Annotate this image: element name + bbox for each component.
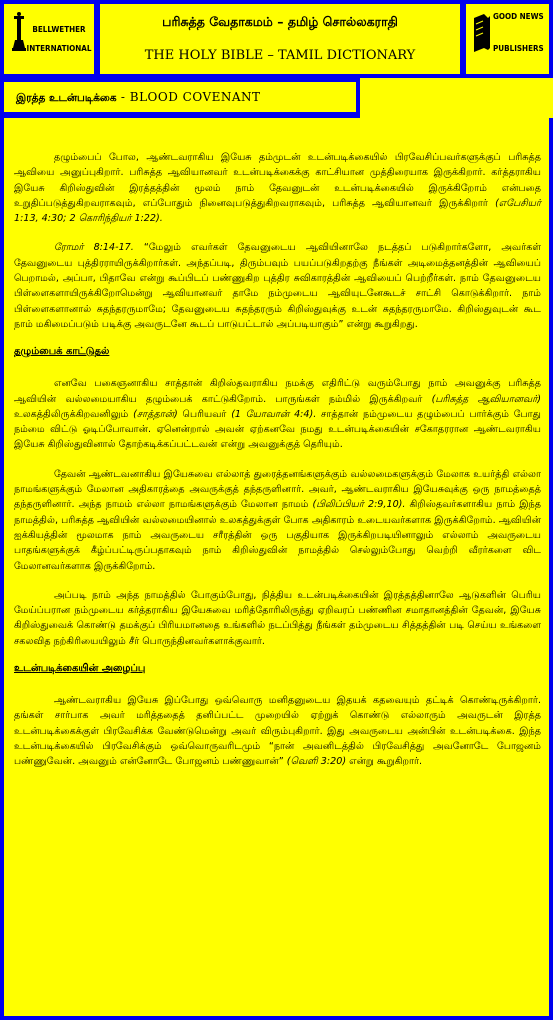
p4-reference: (பிலிப்பியர் 2:9,10).	[312, 499, 406, 511]
header-bar	[0, 0, 553, 78]
good-news-logo-text	[493, 12, 547, 54]
heading-showing-scar: தழும்பைக் காட்டுதல்	[14, 346, 110, 358]
p3-text-d: சாத்தான் நம்முடைய தழும்பைப் பார்க்கும் போது நம்மை விட்டு ஓடிப்போவான். ஏனென்றால் அவன் ஏற்கனவே நமது உடன்படிக்கையின் சகோதரரான ஆண்டவராகிய இயேசு கிறிஸ்துவினால் தோற்கடிக்கப்பட்டவன் என்று அவனுக்குத் தெரியும்.	[14, 408, 542, 451]
paragraph-6	[14, 693, 541, 769]
title-tamil: பரிசுத்த வேதாகமம் – தமிழ் சொல்லகராதி	[162, 14, 398, 29]
p3-text-c: பெரியவர்	[177, 408, 232, 420]
p3-text-a: எனவே பகைஞனாகிய சாத்தான் கிறிஸ்தவராகிய நமக்கு எதிரிட்டு வரும்போது நாம் அவனுக்கு பரிசுத்த ஆவியின் வல்லமையாகிய தழும்பைக் காட்டுகிறோம். பாருங்கள் நம்மில் இருக்கிறவர்	[14, 378, 541, 405]
subheader-tamil: இரத்த உடன்படிக்கை	[16, 92, 117, 104]
p6-text-a: ஆண்டவராகிய இயேசு இப்போது ஒவ்வொரு மனிதனுடைய இதயக் கதவையும் தட்டிக் கொண்டிருக்கிறார். தங்கள் சார்பாக அவர் மரித்ததைத் தனிப்பட்ட முறையில் ஏற்றுக் கொண்டு எல்லாரும் அவருடன் இரத்த உடன்படிக்கைக்குள் பிரவேசிக்க வேண்டுமென்று அவர் விரும்புகிறார். இது அவருடைய அன்பின் உடன்படிக்கை. இந்த உடன்படிக்கையில் பிரவேசிக்கும் ஒவ்வொருவரிடமும் “நான் அவனிடத்தில் பிரவேசித்து அவனோடே போஜனம் பண்ணுவேன். அவனும் என்னோடே போஜனம் பண்ணுவான்”	[14, 695, 541, 768]
p3-reference-2: (சாத்தான்)	[133, 408, 178, 420]
paragraph-1	[14, 150, 541, 226]
p4-text-b: கிறிஸ்தவர்களாகிய நாம் இந்த நாமத்தில், பரிசுத்த ஆவியின் வல்லமையினால் உலகத்துக்குள் போக அதிகாரம் உடையவர்களாக இருக்கிறோம். ஆவியின் ஐக்கியத்தின் மூலமாக நாம் அவருடைய சரீரத்தின் ஒரு பகுதியாக இருக்கிறபடியினாலும் எல்லாம் அவருடைய பாதங்களுக்குக் கீழ்ப்பட்டிருப்பதாகவும் நாம் கிறிஸ்துவின் நாமத்தில் செல்லும்போது வெற்றி வீரர்களை விட மேலானவர்களாக இருக்கிறோம்.	[14, 499, 541, 572]
good-news-logo-panel	[466, 4, 549, 74]
p2-text: “மேலும் எவர்கள் தேவனுடைய ஆவியினாலே நடத்தப் படுகிறார்களோ, அவர்கள் தேவனுடைய புத்திரராயிருக்கிறார்கள். அந்தப்படி, திரும்பவும் பயப்படுகிறதற்கு நீங்கள் அடிமைத்தனத்தின் ஆவியைப் பெறாமல், அப்பா, பிதாவே என்று கூப்பிடப் பண்ணுகிற புத்திர சுவிகாரத்தின் ஆவியைப் பெற்றீர்கள். நாம் தேவனுடைய பிள்ளைகளாயிருக்கிறோமென்று ஆவியானவர் தாமே நம்முடைய ஆவியுடனேகூடச் சாட்சி கொடுக்கிறார். நாம் பிள்ளைகளானால் சுதந்தரருமாமே; தேவனுடைய சுதந்தரரும் கிறிஸ்துவுக்கு உடன் சுதந்தரருமாமே. கிறிஸ்துவுடன் கூட நாம் மகிமைப்படும் படிக்கு அவருடனே கூடப் பாடுபட்டால் அப்படியாகும்” என்று கூறுகிறது.	[14, 242, 541, 330]
title-panel	[100, 4, 460, 74]
good-news-line2: PUBLISHERS	[493, 44, 544, 53]
p3-text-b: உலகத்திலிருக்கிறவனிலும்	[14, 408, 134, 420]
p1-text: தழும்பைப் போல, ஆண்டவராகிய இயேசு தம்முடன் உடன்படிக்கையில் பிரவேசிப்பவர்களுக்குப் பரிசுத்த ஆவியை அனுப்புகிறார். பரிசுத்த ஆவியானவர் உடன்படிக்கைக்கு காட்சியான முத்திரையாக இருக்கிறார். கர்த்தராகிய இயேசு கிறிஸ்துவின் இரத்தத்தின் மூலம் நாம் தேவனுடன் உடன்படிக்கையில் இருக்கிறோம் என்பதை உறுதிப்படுத்துகிறவராகவும், எப்போதும் நினைவுபடுத்துகிறவராகவும், பரிசுத்த ஆவியானவர் இருக்கிறார்	[14, 152, 541, 209]
heading-covenant-invitation: உடன்படிக்கையின் அழைப்பு	[14, 663, 146, 675]
paragraph-2	[14, 240, 541, 332]
paragraph-5: அப்படி நாம் அந்த நாமத்தில் போகும்போது, நித்திய உடன்படிக்கையின் இரத்தத்தினாலே ஆடுகளின் பெரிய மேய்ப்பரான நம்முடைய கர்த்தராகிய இயேசுவை மரித்தோரிலிருந்து ஏறிவரப் பண்ணின சமாதானத்தின் தேவன், இயேசு கிறிஸ்துவைக் கொண்டு தமக்குப் பிரியமானதை உங்களில் நடப்பித்து நீங்கள் தம்முடைய சித்தத்தின் படி செய்ய உங்களை சகலவித நற்கிரியையிலும் சீர் பொருந்தினவர்களாக்குவார்.	[14, 589, 541, 647]
title-english: THE HOLY BIBLE – TAMIL DICTIONARY	[144, 48, 416, 63]
p2-reference: ரோமர் 8:14-17.	[54, 242, 134, 254]
good-news-line1: GOOD NEWS	[493, 12, 544, 21]
bellwether-logo-panel	[4, 4, 94, 74]
bellwether-line2: INTERNATIONAL	[26, 44, 92, 53]
p4-text-a: தேவன் ஆண்டவனாகிய இயேசுவை எல்லாத் துரைத்தனங்களுக்கும் வல்லமைகளுக்கும் மேலாக உயர்த்தி எல்லா நாமங்களுக்கும் மேலான அதிகாரத்தை அவருக்குத் தந்தருளினார். அவர், ஆண்டவராகிய இயேசுவுக்கு ஒரு நாமத்தைத் தந்தருளினார். அந்த நாமம் எல்லா நாமங்களுக்கும் மேலான நாமம்	[14, 468, 541, 511]
p3-reference-3: (1 யோவான் 4:4).	[231, 408, 317, 420]
article-body	[14, 150, 541, 784]
paragraph-3	[14, 376, 541, 452]
p3-reference-1: (பரிசுத்த ஆவியானவர்)	[431, 393, 541, 405]
p1-reference: (எபேசியர் 1:13, 4:30; 2 கொரிந்தியர் 1:22).	[14, 197, 541, 225]
bellwether-line1: BELLWETHER	[32, 25, 86, 34]
p6-reference: (வெளி 3:20)	[286, 756, 347, 768]
paragraph-4	[14, 467, 541, 574]
p6-text-b: என்று கூறுகிறார்.	[346, 756, 423, 768]
bellwether-logo-text	[26, 25, 92, 53]
subheader-title	[16, 90, 261, 105]
subheader-panel	[4, 82, 356, 112]
subheader-bar	[0, 78, 360, 118]
subheader-english: - BLOOD COVENANT	[116, 90, 261, 104]
